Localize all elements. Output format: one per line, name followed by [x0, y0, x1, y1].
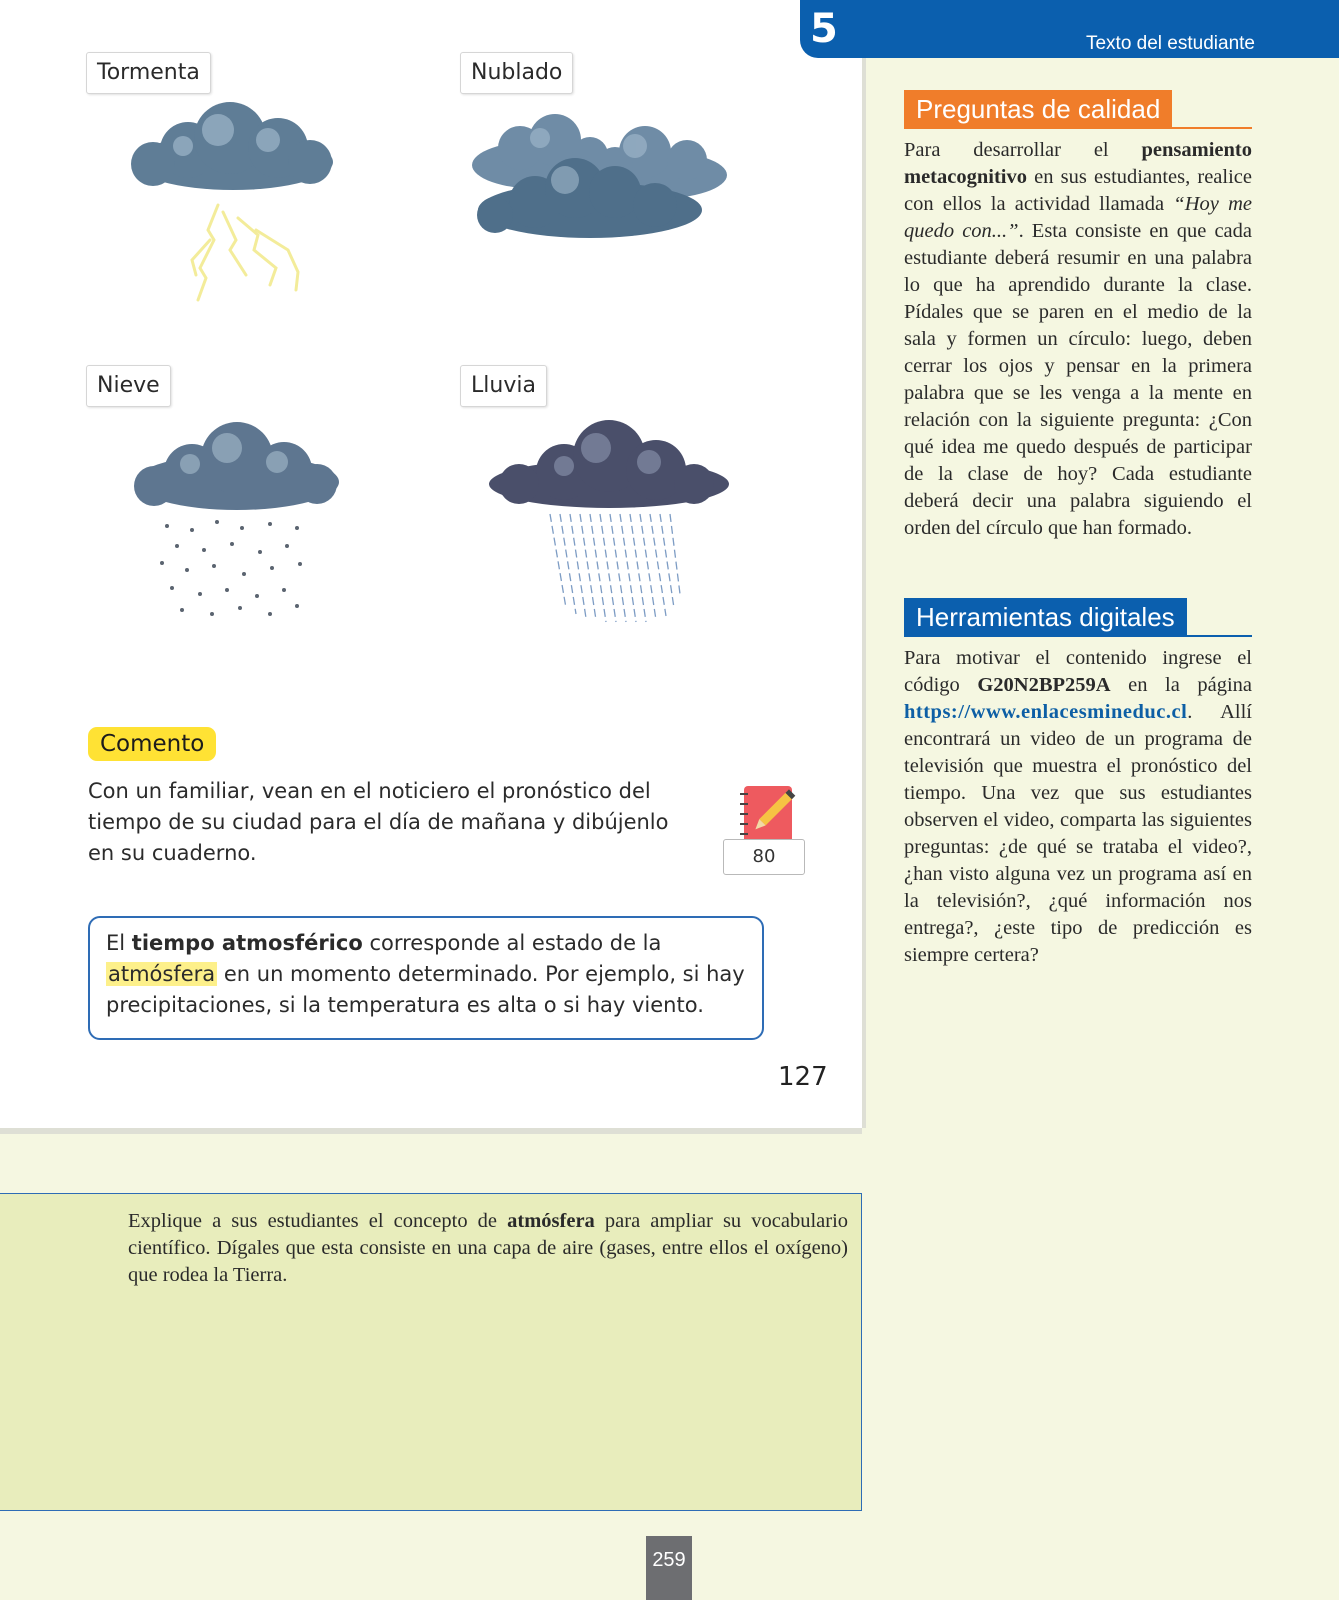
- digital-text-3: . Allí encontrará un video de un programa de televisión que muestra el pronóstico del tiempo. Una vez que sus estudiantes observen el video, comparta las siguientes preguntas: ¿de qué se trataba el video?, ¿han visto alguna vez un programa así en la televisión?, ¿qué información nos entrega?, ¿este tipo de predicción es siempre certera?: [904, 701, 1252, 966]
- definition-highlight: atmósfera: [108, 962, 216, 986]
- comento-text: Con un familiar, vean en el noticiero el pronóstico del tiempo de su ciudad para el día de mañana y dibújenlo en su cuaderno.: [88, 779, 669, 865]
- digital-text-2: en la página: [1128, 674, 1253, 696]
- digital-url-link[interactable]: https://www.enlacesmineduc.cl: [904, 701, 1188, 723]
- digital-text-1: Para motivar el contenido ingrese el código: [904, 647, 1252, 696]
- page-reference: 80: [723, 839, 805, 875]
- definition-box: [88, 916, 764, 1040]
- notebook-pencil-icon: [736, 782, 796, 846]
- header-label: Texto del estudiante: [1085, 33, 1255, 54]
- weather-label-snow: Nieve: [86, 365, 171, 407]
- bottom-note-bold: atmósfera: [507, 1210, 595, 1232]
- header-band: [800, 0, 1339, 58]
- comento-badge: Comento: [88, 727, 216, 761]
- digital-tools-title: Herramientas digitales: [904, 598, 1187, 636]
- student-page-number: 127: [778, 1062, 828, 1092]
- quality-questions-title: Preguntas de calidad: [904, 90, 1172, 128]
- digital-code: G20N2BP259A: [977, 674, 1111, 696]
- definition-rest: en un momento determinado. Por ejemplo, si hay precipitaciones, si la temperatura es alta o si hay viento.: [106, 962, 745, 1017]
- snow-cloud-icon: [122, 418, 352, 638]
- weather-label-storm: Tormenta: [86, 52, 211, 94]
- student-page: [0, 0, 862, 1128]
- rain-cloud-icon: [484, 418, 740, 628]
- bottom-note-text-1: Explique a sus estudiantes el concepto de: [128, 1210, 498, 1232]
- quality-text-2: en sus estudiantes, realice con ellos la actividad llamada: [904, 166, 1252, 215]
- storm-cloud-icon: [118, 100, 348, 320]
- unit-number: 5: [810, 6, 838, 52]
- guide-page-number: 259: [646, 1536, 692, 1600]
- cloudy-icon: [465, 110, 745, 270]
- weather-label-rain: Lluvia: [460, 365, 547, 407]
- bottom-note-box: [0, 1193, 862, 1511]
- digital-tools-text: [904, 645, 1252, 969]
- weather-label-cloudy: Nublado: [460, 52, 573, 94]
- quality-questions-text: [904, 137, 1252, 542]
- bottom-note-text: [128, 1208, 848, 1289]
- bottom-note-text-2: para ampliar su vocabulario científico. Dígales que esta consiste en una capa de aire (gases, entre ellos el oxígeno) que rodea la Tierra.: [128, 1210, 849, 1286]
- digital-tools-rule: [904, 635, 1252, 637]
- quality-bold-1: pensamiento metacognitivo: [904, 139, 1253, 188]
- quality-italic-1: “Hoy me quedo con...”: [904, 193, 1252, 242]
- quality-questions-rule: [904, 127, 1252, 129]
- definition-intro: El: [106, 931, 126, 955]
- definition-mid: corresponde al estado de la: [369, 931, 662, 955]
- definition-term: tiempo atmosférico: [131, 931, 363, 955]
- quality-text-1: Para desarrollar el: [904, 139, 1109, 161]
- quality-text-3: . Esta consiste en que cada estudiante deberá resumir en una palabra lo que ha aprendido durante la clase. Pídales que se paren en el medio de la sala y formen un círculo: luego, deben cerrar los ojos y pensar en la primera palabra que se les venga a la mente en relación con la siguiente pregunta: ¿Con qué idea me quedo después de participar de la clase de hoy? Cada estudiante deberá decir una palabra siguiendo el orden del círculo que han formado.: [904, 220, 1252, 539]
